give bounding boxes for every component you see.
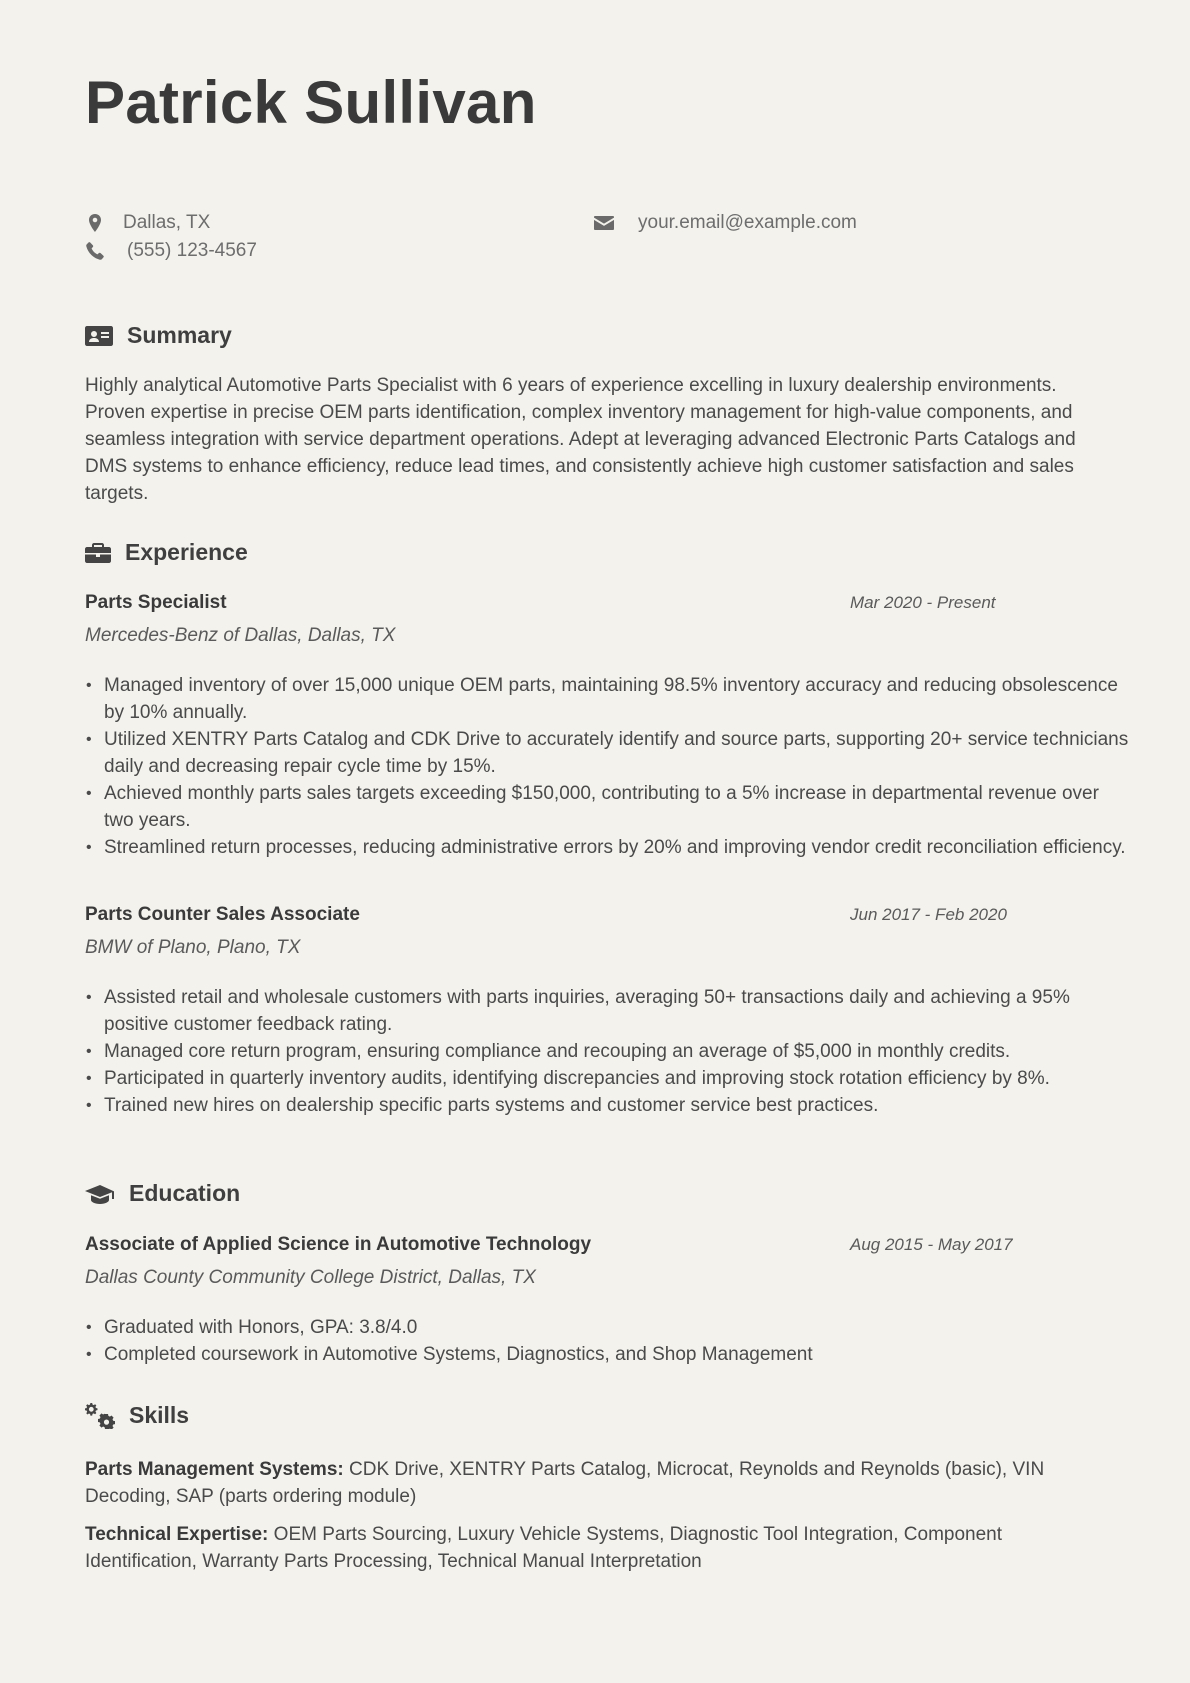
- gears-icon: [85, 1403, 115, 1429]
- job-bullets: [85, 984, 1129, 1119]
- email-text[interactable]: your.email@example.com: [638, 212, 857, 233]
- id-card-icon: [85, 324, 113, 348]
- list-item: • Streamlined return processes, reducing administrative errors by 20% and improving vendor credit reconciliation efficiency.: [104, 834, 1129, 861]
- list-item: • Achieved monthly parts sales targets exceeding $150,000, contributing to a 5% increase in departmental revenue over two years.: [104, 780, 1129, 834]
- candidate-name: Patrick Sullivan: [85, 69, 537, 136]
- skill-group: [85, 1456, 1110, 1510]
- list-item: • Assisted retail and wholesale customers with parts inquiries, averaging 50+ transactions daily and achieving a 95% positive customer feedback rating.: [104, 984, 1129, 1038]
- contact-email: [594, 212, 857, 234]
- list-item: • Graduated with Honors, GPA: 3.8/4.0: [104, 1314, 1129, 1341]
- list-item: • Trained new hires on dealership specific parts systems and customer service best practices.: [104, 1092, 1129, 1119]
- list-item: • Managed inventory of over 15,000 unique OEM parts, maintaining 98.5% inventory accuracy and reducing obsolescence by 10% annually.: [104, 672, 1129, 726]
- school-name: Dallas County Community College District, Dallas, TX: [85, 1267, 536, 1288]
- education-heading-text: Education: [129, 1180, 241, 1206]
- job-bullets: [85, 672, 1129, 861]
- job-title: Parts Counter Sales Associate: [85, 904, 360, 925]
- graduation-cap-icon: [85, 1182, 115, 1206]
- envelope-icon: [594, 215, 614, 231]
- skill-group-label: Parts Management Systems:: [85, 1459, 344, 1480]
- list-item: • Utilized XENTRY Parts Catalog and CDK Drive to accurately identify and source parts, supporting 20+ service technicians daily and decreasing repair cycle time by 15%.: [104, 726, 1129, 780]
- list-item: • Completed coursework in Automotive Systems, Diagnostics, and Shop Management: [104, 1341, 1129, 1368]
- list-item: • Managed core return program, ensuring compliance and recouping an average of $5,000 in monthly credits.: [104, 1038, 1129, 1065]
- experience-heading-text: Experience: [125, 539, 248, 565]
- contact-location: [85, 212, 210, 234]
- education-bullets: [85, 1314, 1129, 1368]
- skill-group-value: CDK Drive, XENTRY Parts Catalog, Microcat, Reynolds and Reynolds (basic), VIN Decoding, SAP (parts ordering module): [85, 1459, 1045, 1507]
- briefcase-icon: [85, 541, 111, 565]
- job-dates: Jun 2017 - Feb 2020: [850, 905, 1007, 924]
- job-organization: Mercedes-Benz of Dallas, Dallas, TX: [85, 625, 396, 646]
- skill-group: [85, 1521, 1110, 1575]
- skills-heading: [85, 1402, 189, 1429]
- summary-heading-text: Summary: [127, 322, 232, 348]
- summary-heading: [85, 322, 232, 349]
- skill-group-label: Technical Expertise:: [85, 1524, 269, 1545]
- experience-heading: [85, 539, 248, 566]
- phone-icon: [85, 241, 105, 261]
- map-marker-icon: [85, 213, 105, 233]
- phone-text: (555) 123-4567: [127, 240, 257, 261]
- list-item: • Participated in quarterly inventory audits, identifying discrepancies and improving stock rotation efficiency by 8%.: [104, 1065, 1129, 1092]
- job-organization: BMW of Plano, Plano, TX: [85, 937, 301, 958]
- summary-text: Highly analytical Automotive Parts Specialist with 6 years of experience excelling in luxury dealership environments. Proven expertise in precise OEM parts identification, complex inventory management for high-value components, and seamless integration with service department operations. Adept at leveraging advanced Electronic Parts Catalogs and DMS systems to enhance efficiency, reduce lead times, and consistently achieve high customer satisfaction and sales targets.: [85, 375, 1076, 504]
- education-dates: Aug 2015 - May 2017: [850, 1235, 1013, 1254]
- job-title: Parts Specialist: [85, 592, 227, 613]
- contact-phone: [85, 240, 257, 262]
- location-text: Dallas, TX: [123, 212, 211, 233]
- education-heading: [85, 1180, 240, 1207]
- skills-heading-text: Skills: [129, 1402, 190, 1428]
- degree-title: Associate of Applied Science in Automotive Technology: [85, 1234, 592, 1255]
- job-dates: Mar 2020 - Present: [850, 593, 996, 612]
- skill-group-value: OEM Parts Sourcing, Luxury Vehicle Systems, Diagnostic Tool Integration, Component Identification, Warranty Parts Processing, Technical Manual Interpretation: [85, 1524, 1003, 1572]
